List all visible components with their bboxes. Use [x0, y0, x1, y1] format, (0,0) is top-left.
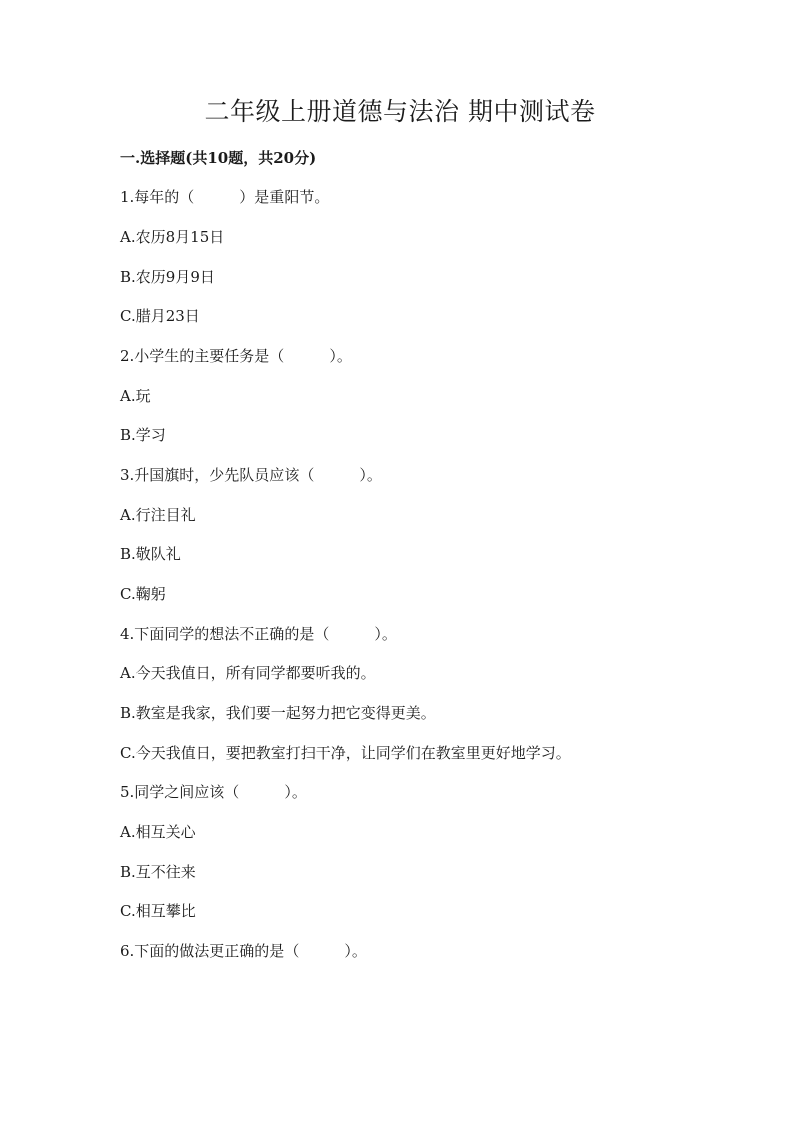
- option-4b: B.教室是我家，我们要一起努力把它变得更美。: [120, 704, 436, 722]
- option-1a: A.农历8月15日: [120, 228, 225, 246]
- option-3c: C.鞠躬: [120, 585, 166, 603]
- page-title: 二年级上册道德与法治 期中测试卷: [204, 97, 596, 126]
- section-heading: 一.选择题(共10题，共20分): [120, 149, 317, 167]
- option-3b: B.敬队礼: [120, 545, 181, 563]
- option-4c: C.今天我值日，要把教室打扫干净，让同学们在教室里更好地学习。: [120, 744, 571, 762]
- option-5c: C.相互攀比: [120, 902, 196, 920]
- option-1b: B.农历9月9日: [120, 268, 215, 286]
- option-2b: B.学习: [120, 426, 166, 444]
- question-2: 2.小学生的主要任务是（ ）。: [120, 347, 352, 365]
- option-5b: B.互不往来: [120, 863, 196, 881]
- option-2a: A.玩: [120, 387, 151, 405]
- option-4a: A.今天我值日，所有同学都要听我的。: [120, 664, 376, 682]
- option-3a: A.行注目礼: [120, 506, 196, 524]
- question-3: 3.升国旗时，少先队员应该（ ）。: [120, 466, 382, 484]
- question-4: 4.下面同学的想法不正确的是（ ）。: [120, 625, 397, 643]
- option-5a: A.相互关心: [120, 823, 196, 841]
- question-6: 6.下面的做法更正确的是（ ）。: [120, 942, 367, 960]
- question-1: 1.每年的（ ）是重阳节。: [120, 188, 330, 206]
- question-5: 5.同学之间应该（ ）。: [120, 783, 307, 801]
- option-1c: C.腊月23日: [120, 307, 200, 325]
